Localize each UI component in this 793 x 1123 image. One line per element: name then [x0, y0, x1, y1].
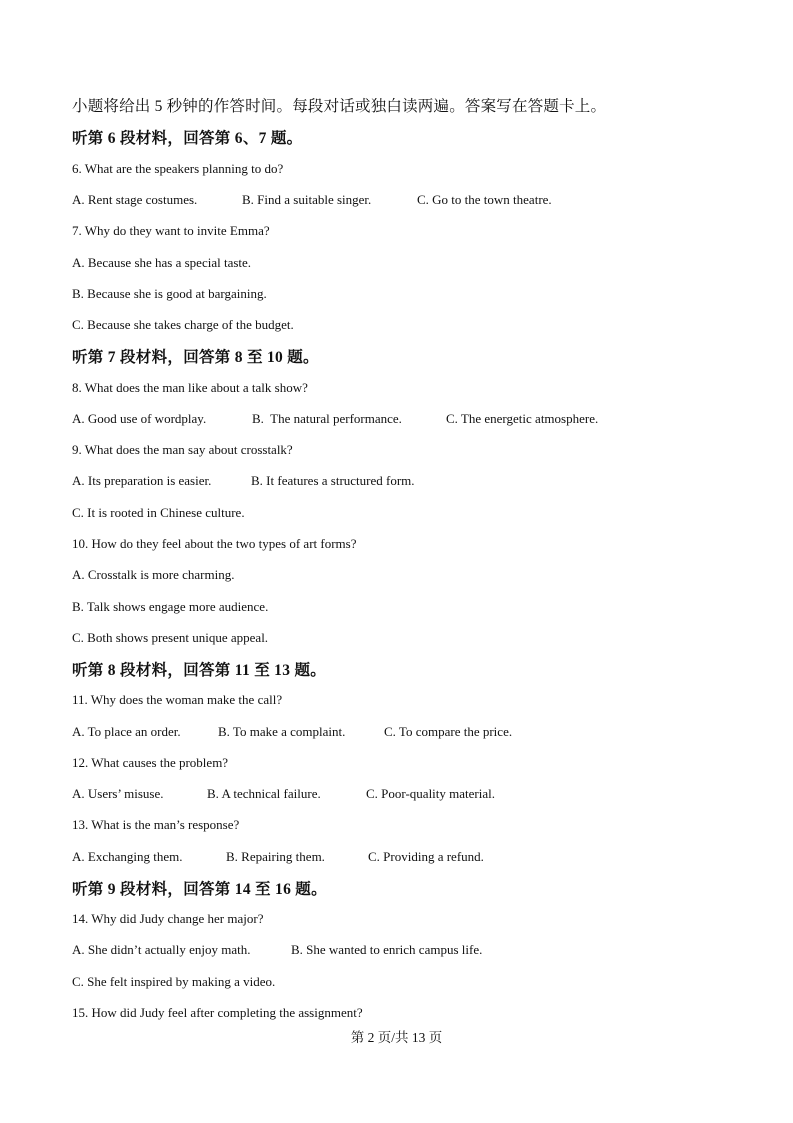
option-6a: A. Rent stage costumes. [72, 192, 198, 207]
question-10: 10. How do they feel about the two types of art forms? [72, 536, 357, 551]
question-15: 15. How did Judy feel after completing the assignment? [72, 1005, 363, 1020]
question-8: 8. What does the man like about a talk show? [72, 380, 308, 395]
option-11a: A. To place an order. [72, 724, 181, 739]
option-7c: C. Because she takes charge of the budget. [72, 317, 294, 332]
option-9a: A. Its preparation is easier. [72, 473, 212, 488]
option-13b: B. Repairing them. [226, 849, 325, 864]
question-13: 13. What is the man’s response? [72, 817, 240, 832]
option-9c: C. It is rooted in Chinese culture. [72, 505, 245, 520]
option-9b: B. It features a structured form. [251, 473, 415, 488]
option-7a: A. Because she has a special taste. [72, 255, 252, 270]
question-7: 7. Why do they want to invite Emma? [72, 223, 270, 238]
section-heading-6-7: 听第 6 段材料，回答第 6、7 题。 [72, 130, 303, 147]
option-10c: C. Both shows present unique appeal. [72, 630, 269, 645]
option-14b: B. She wanted to enrich campus life. [291, 942, 483, 957]
option-12a: A. Users’ misuse. [72, 786, 164, 801]
option-7b: B. Because she is good at bargaining. [72, 286, 267, 301]
option-13a: A. Exchanging them. [72, 849, 183, 864]
instructions-intro: 小题将给出 5 秒钟的作答时间。每段对话或独白读两遍。答案写在答题卡上。 [72, 98, 607, 115]
page-number-footer: 第 2 页/共 13 页 [350, 1030, 443, 1045]
option-11c: C. To compare the price. [384, 724, 513, 739]
option-10a: A. Crosstalk is more charming. [72, 567, 235, 582]
option-14c: C. She felt inspired by making a video. [72, 974, 276, 989]
section-heading-11-13: 听第 8 段材料，回答第 11 至 13 题。 [72, 662, 327, 679]
section-heading-14-16: 听第 9 段材料，回答第 14 至 16 题。 [72, 881, 327, 898]
option-11b: B. To make a complaint. [218, 724, 346, 739]
option-8a: A. Good use of wordplay. [72, 411, 207, 426]
option-10b: B. Talk shows engage more audience. [72, 599, 269, 614]
section-heading-8-10: 听第 7 段材料，回答第 8 至 10 题。 [72, 349, 319, 366]
question-14: 14. Why did Judy change her major? [72, 911, 264, 926]
question-9: 9. What does the man say about crosstalk? [72, 442, 293, 457]
question-6: 6. What are the speakers planning to do? [72, 161, 284, 176]
question-11: 11. Why does the woman make the call? [72, 692, 283, 707]
option-6b: B. Find a suitable singer. [242, 192, 372, 207]
option-14a: A. She didn’t actually enjoy math. [72, 942, 251, 957]
question-12: 12. What causes the problem? [72, 755, 229, 770]
option-12c: C. Poor-quality material. [366, 786, 495, 801]
option-12b: B. A technical failure. [207, 786, 321, 801]
option-13c: C. Providing a refund. [368, 849, 484, 864]
option-8b: B. The natural performance. [252, 411, 402, 426]
option-6c: C. Go to the town theatre. [417, 192, 552, 207]
option-8c: C. The energetic atmosphere. [446, 411, 599, 426]
